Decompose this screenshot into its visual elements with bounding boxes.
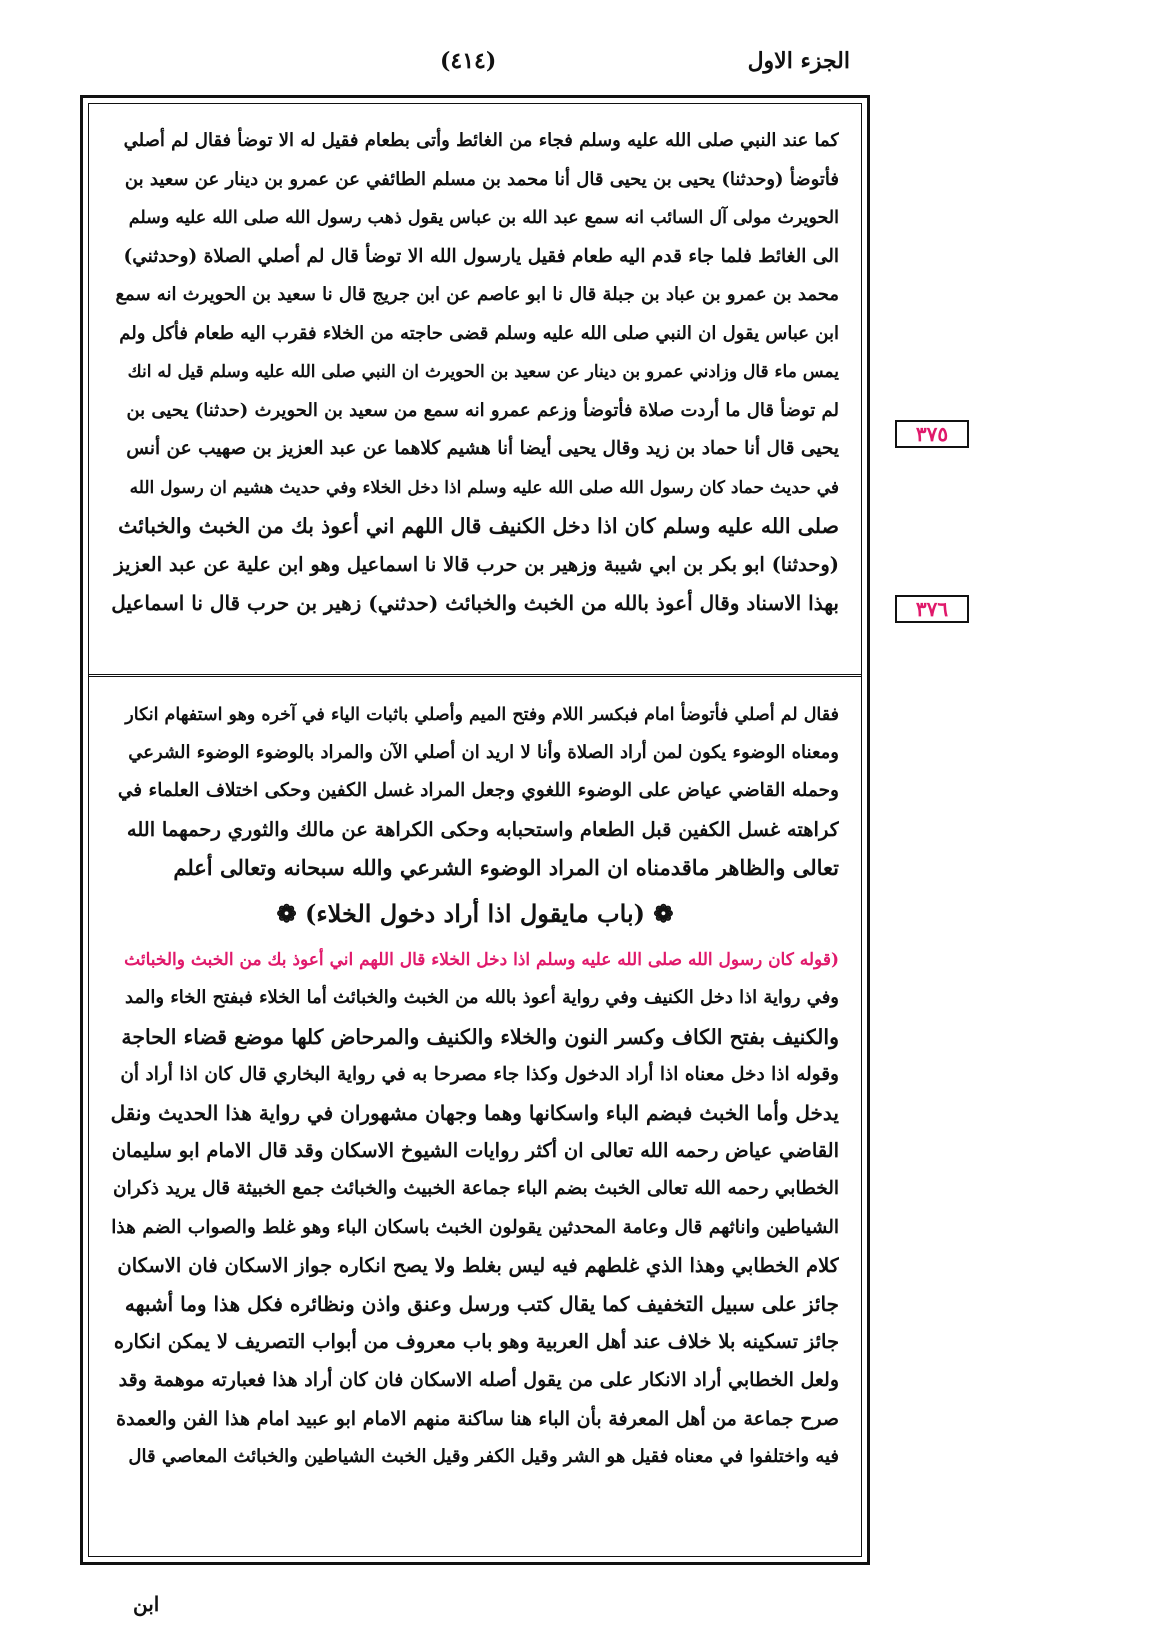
frame-inner <box>88 103 862 1557</box>
text-line: كراهته غسل الكفين قبل الطعام واستحبابه وحكى الكراهة عن مالك والثوري رحمهما الله <box>126 817 839 841</box>
text-line: صرح جماعة من أهل المعرفة بأن الباء هنا ساكنة منهم الامام ابو عبيد امام هذا الفن والعمدة <box>116 1407 839 1430</box>
text-line: تعالى والظاهر ماقدمناه ان المراد الوضوء الشرعي والله سبحانه وتعالى أعلم <box>173 854 839 880</box>
text-line: يحيى قال أنا حماد بن زيد وقال يحيى أيضا أنا هشيم كلاهما عن عبد العزيز بن صهيب عن أنس <box>126 438 839 459</box>
text-line: ومعناه الوضوء يكون لمن أراد الصلاة وأنا لا اريد ان أصلي الآن والمراد بالوضوء الوضوء الشرعي <box>128 742 839 764</box>
text-line: ابن عباس يقول ان النبي صلى الله عليه وسلم قضى حاجته من الخلاء فقرب اليه طعام فأكل ولم <box>119 322 839 344</box>
text-line: فيه واختلفوا في معناه فقيل هو الشر وقيل الكفر وقيل الخبث الشياطين والخبائث المعاصي قال <box>128 1445 839 1467</box>
text-line: الخطابي رحمه الله تعالى الخبث بضم الباء جماعة الخبيث والخبائث جمع الخبيثة قال يريد ذكران <box>113 1178 839 1200</box>
hadith-text-box <box>89 104 861 677</box>
text-line: بهذا الاسناد وقال أعوذ بالله من الخبث والخبائث (حدثني) زهير بن حرب قال نا اسماعيل <box>111 591 839 615</box>
running-title: الجزء الاول <box>747 48 850 74</box>
text-line: كما عند النبي صلى الله عليه وسلم فجاء من الغائط وأتى بطعام فقيل له الا توضأ فقال لم أصلي <box>123 130 839 151</box>
hadith-number-376: ٣٧٦ <box>895 595 969 623</box>
text-line: يدخل وأما الخبث فبضم الباء واسكانها وهما وجهان مشهوران في رواية هذا الحديث ونقل <box>111 1101 839 1126</box>
text-line: الحويرث مولى آل السائب انه سمع عبد الله بن عباس يقول ذهب رسول الله صلى الله عليه وسلم <box>128 208 839 228</box>
text-line: والكنيف بفتح الكاف وكسر النون والخلاء والكنيف والمرحاض كلها موضع قضاء الحاجة <box>121 1024 839 1049</box>
text-line: محمد بن عمرو بن عباد بن جبلة قال نا ابو عاصم عن ابن جريج قال نا سعيد بن الحويرث انه سمع <box>115 284 839 305</box>
chapter-title: ❁ (باب مايقول اذا أراد دخول الخلاء) ❁ <box>276 899 674 929</box>
page-number: (٤١٤) <box>440 48 497 74</box>
text-line: (قوله كان رسول الله صلى الله عليه وسلم اذا دخل الخلاء قال اللهم اني أعوذ بك من الخبث والخبائث <box>124 950 839 971</box>
hadith-text <box>89 104 861 623</box>
catchword: ابن <box>133 1592 160 1616</box>
text-line: جائز تسكينه بلا خلاف عند أهل العربية وهو باب معروف من أبواب التصريف لا يمكن انكاره <box>113 1330 839 1354</box>
text-line: ولعل الخطابي أراد الانكار على من يقول أصله الاسكان فان كان أراد هذا فعبارته موهمة وقد <box>118 1369 839 1392</box>
page-frame <box>80 95 870 1565</box>
text-line: (وحدثنا) ابو بكر بن ابي شيبة وزهير بن حرب قالا نا اسماعيل وهو ابن علية عن عبد العزيز <box>114 552 839 576</box>
text-line: القاضي عياض رحمه الله تعالى ان أكثر روايات الشيوخ الاسكان وقد قال الامام ابو سليمان <box>111 1139 839 1163</box>
text-line: لم توضأ قال ما أردت صلاة فأتوضأ وزعم عمرو انه سمع من سعيد بن الحويرث (حدثنا) يحيى بن <box>126 399 839 421</box>
commentary-text <box>89 686 861 1476</box>
text-line: وحمله القاضي عياض على الوضوء اللغوي وجعل المراد غسل الكفين وحكى اختلاف العلماء في <box>117 780 839 802</box>
text-line: يمس ماء قال وزادني عمرو بن دينار عن سعيد بن الحويرث ان النبي صلى الله عليه وسلم قيل له انك <box>127 362 839 382</box>
commentary-box <box>89 686 861 1556</box>
hadith-number-375: ٣٧٥ <box>895 420 969 448</box>
text-line: الى الغائط فلما جاء قدم اليه طعام فقيل يارسول الله الا توضأ قال لم أصلي الصلاة (وحدثني) <box>123 245 839 267</box>
text-line: جائز على سبيل التخفيف كما يقال كتب ورسل وعنق واذن ونظائره فكل هذا وما أشبهه <box>124 1292 839 1317</box>
text-line: كلام الخطابي وهذا الذي غلطهم فيه ليس بغلط ولا يصح انكاره جواز الاسكان فان الاسكان <box>117 1253 839 1277</box>
text-line: الشياطين واناثهم قال وعامة المحدثين يقولون الخبث باسكان الباء وهو غلط والصواب الضم هذا <box>111 1216 839 1238</box>
text-line: في حديث حماد كان رسول الله صلى الله عليه وسلم اذا دخل الخلاء وفي حديث هشيم ان رسول الله <box>129 477 839 498</box>
text-line: فأتوضأ (وحدثنا) يحيى بن يحيى قال أنا محمد بن مسلم الطائفي عن عمرو بن دينار عن سعيد بن <box>124 168 839 190</box>
text-line: صلى الله عليه وسلم كان اذا دخل الكنيف قال اللهم اني أعوذ بك من الخبث والخبائث <box>118 514 839 538</box>
page-header <box>80 42 850 92</box>
text-line: فقال لم أصلي فأتوضأ امام فبكسر اللام وفتح الميم وأصلي باثبات الياء في آخره وهو استفهام انكار <box>125 705 839 725</box>
text-line: وقوله اذا دخل معناه اذا أراد الدخول وكذا جاء مصرحا به في رواية البخاري قال كان اذا أراد أن <box>120 1063 839 1085</box>
text-line: وفي رواية اذا دخل الكنيف وفي رواية أعوذ بالله من الخبث والخبائث أما الخلاء فبفتح الخاء والمد <box>125 987 839 1009</box>
